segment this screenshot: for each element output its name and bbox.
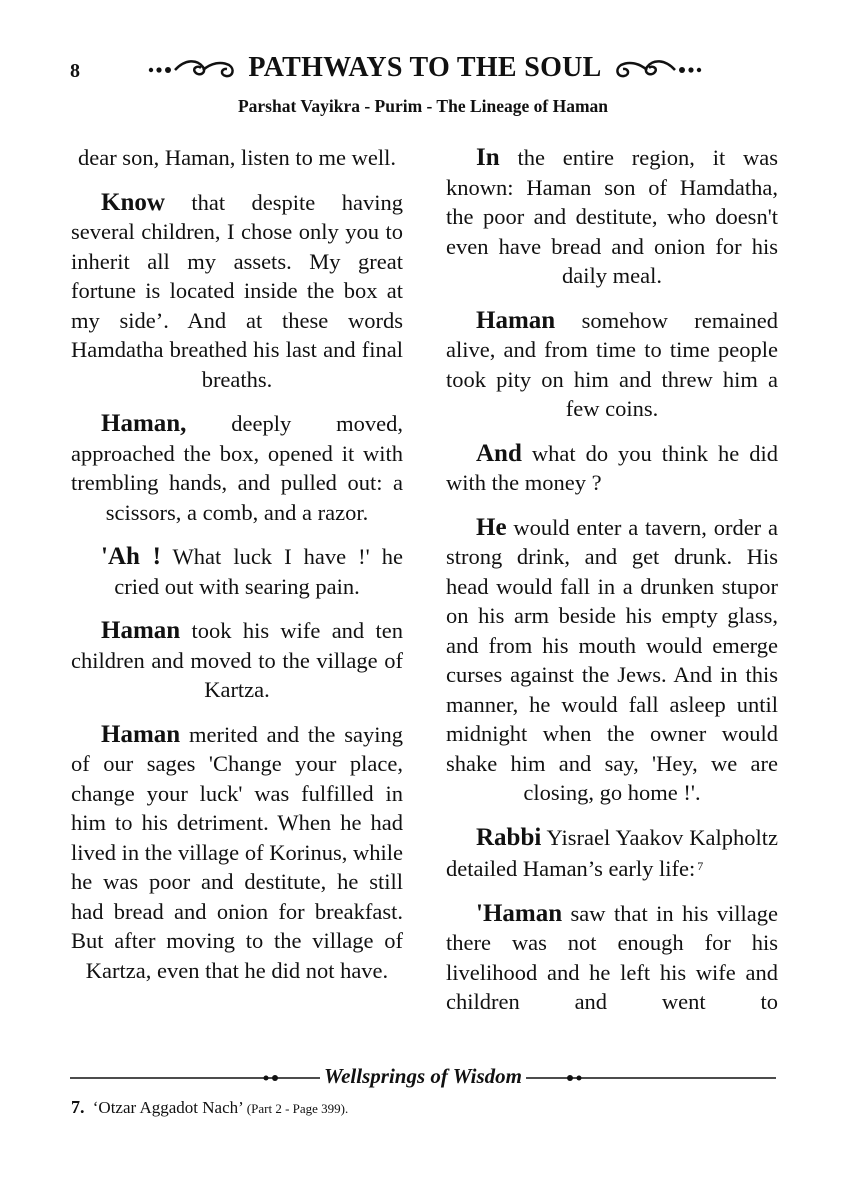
paragraph-lead: Haman (101, 720, 181, 748)
footer-label: Wellsprings of Wisdom (0, 1064, 846, 1089)
book-title: PATHWAYS TO THE SOUL (248, 52, 602, 83)
paragraph-lead: In (476, 144, 500, 171)
paragraph-lead: 'Haman (476, 899, 563, 927)
paragraph (446, 306, 778, 424)
paragraph (71, 616, 403, 705)
paragraph-lead: Haman (476, 306, 556, 334)
footnote (71, 1097, 348, 1118)
paragraph (71, 143, 403, 173)
right-column (446, 143, 778, 1032)
paragraph-text: Yisrael Yaakov Kalpholtz detailed Haman’s early life: (446, 824, 778, 881)
paragraph-lead: He (476, 513, 507, 541)
paragraph-text: took his wife and ten children and moved to the village of Kartza. (71, 618, 403, 702)
paragraph-text: what do you think he did with the money ? (446, 440, 778, 495)
paragraph-lead: 'Ah ! (101, 543, 161, 570)
right-ornament-icon (610, 55, 705, 81)
paragraph-text: deeply moved, approached the box, opened it with trembling hands, and pulled out: a scissors, a comb, and a razor. (71, 411, 403, 525)
paragraph-text: somehow remained alive, and from time to time people took pity on him and threw him a few coins. (446, 307, 778, 421)
paragraph-text: would enter a tavern, order a strong drink, and get drunk. His head would fall in a drunken stupor on his arm beside his empty glass, and from his mouth would emerge curses against the Jews. And in this manner, he would fall asleep until midnight when the owner would shake him and say, 'Hey, we are closing, go home !'. (446, 514, 778, 805)
page-subtitle: Parshat Vayikra - Purim - The Lineage of Haman (237, 96, 609, 116)
footer-divider (70, 1066, 776, 1092)
footnote-text: ‘Otzar Aggadot Nach’ (92, 1098, 243, 1117)
paragraph-lead: Haman, (101, 410, 187, 437)
paragraph-text: What luck I have !' he cried out with searing pain. (114, 544, 403, 599)
paragraph (71, 720, 403, 986)
footnote-source: (Part 2 - Page 399). (246, 1101, 349, 1116)
page-number: 8 (70, 60, 80, 82)
paragraph (71, 188, 403, 395)
paragraph (446, 823, 778, 884)
paragraph (71, 542, 403, 601)
footnote-number: 7. (71, 1097, 85, 1117)
paragraph-text: saw that in his village there was not enough for his livelihood and he left his wife and children and went to (446, 900, 778, 1014)
paragraph-lead: Rabbi (476, 823, 542, 851)
paragraph (446, 439, 778, 498)
running-header (130, 52, 720, 84)
paragraph-text: merited and the saying of our sages 'Change your place, change your luck' was fulfilled in him to his detriment. When he had lived in the village of Korinus, while he was poor and destitute, he still had bread and onion for breakfast. But after moving to the village of Kartza, even that he did not have. (71, 721, 403, 983)
footnote-reference[interactable]: 7 (697, 859, 704, 873)
paragraph-lead: Haman (101, 617, 181, 644)
paragraph (446, 899, 778, 1017)
paragraph-text: that despite having several children, I chose only you to inherit all my assets. My great fortune is located inside the box at my side’. And at these words Hamdatha breathed his last and final breaths. (71, 189, 403, 392)
paragraph-text: dear son, Haman, listen to me well. (77, 145, 397, 170)
paragraph-text: the entire region, it was known: Haman son of Hamdatha, the poor and destitute, who doesn't even have bread and onion for his daily meal. (446, 145, 778, 288)
paragraph-lead: And (476, 439, 522, 467)
paragraph (446, 143, 778, 291)
paragraph (71, 409, 403, 527)
paragraph (446, 513, 778, 808)
left-column (71, 143, 403, 1000)
paragraph-lead: Know (101, 188, 165, 216)
left-ornament-icon (145, 55, 240, 81)
